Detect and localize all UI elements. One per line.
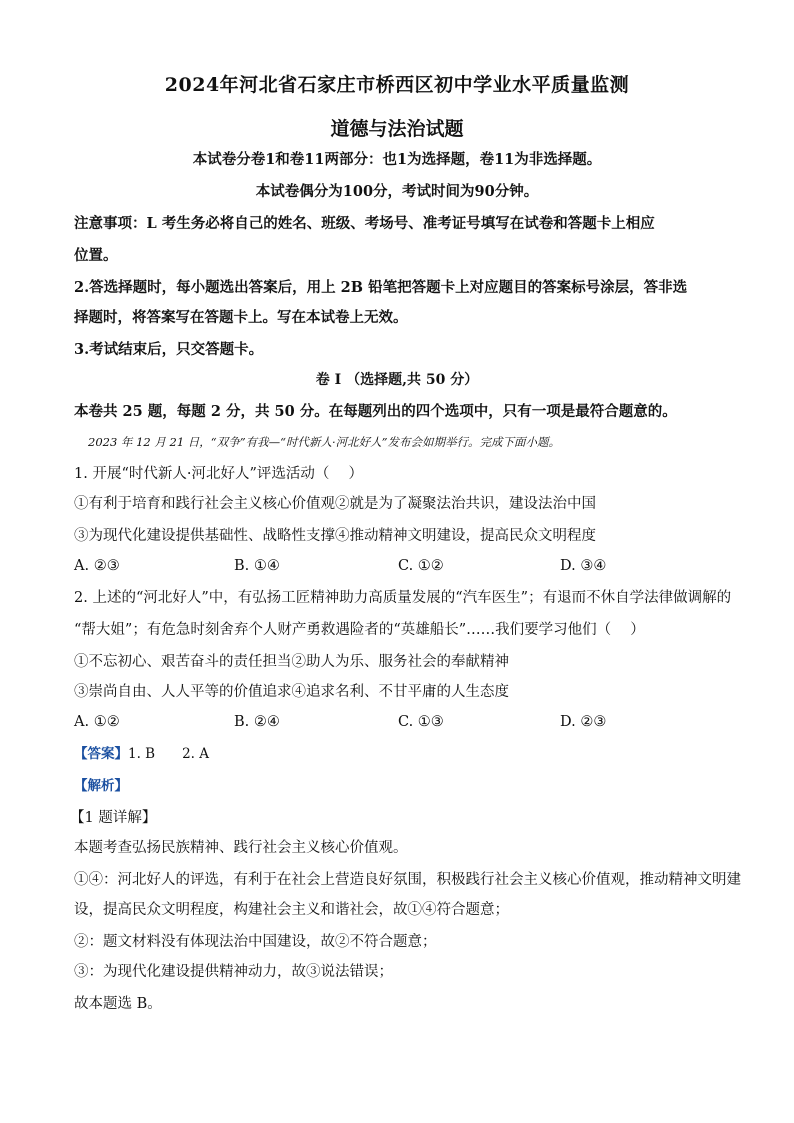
intro-line-1: 本试卷分卷1和卷11两部分：也1为选择题，卷11为非选择题。 xyxy=(192,151,602,168)
q2-stem-line-2: “帮大姐”；有危急时刻舍弃个人财产勇救遇险者的“英雄船长”……我们要学习他们（ ） xyxy=(74,622,645,638)
analysis-line-4: ②：题文材料没有体现法治中国建设，故②不符合题意； xyxy=(74,934,437,950)
exam-title: 2024年河北省石家庄市桥西区初中学业水平质量监测 xyxy=(164,74,630,96)
answer-value: 1. B 2. A xyxy=(128,746,210,762)
q2-option-c: C. ①③ xyxy=(398,714,444,730)
analysis-line-5: ③：为现代化建设提供精神动力，故③说法错误； xyxy=(74,964,393,980)
q1-statement-2: ③为现代化建设提供基础性、战略性支撑④推动精神文明建设，提高民众文明程度 xyxy=(74,528,596,544)
q1-option-d: D. ③④ xyxy=(560,558,607,574)
q1-stem: 1. 开展“时代新人·河北好人”评选活动（ ） xyxy=(74,466,363,482)
q2-stem-line-1: 2. 上述的“河北好人”中，有弘扬工匠精神助力高质量发展的“汽车医生”；有退而不休自学法律做调解的 xyxy=(74,590,732,606)
note-1b: 位置。 xyxy=(74,247,118,264)
intro-line-2: 本试卷偶分为100分，考试时间为90分钟。 xyxy=(255,183,539,200)
analysis-line-3: 设，提高民众文明程度，构建社会主义和谐社会，故①④符合题意； xyxy=(74,902,509,918)
analysis-tag: 【解析】 xyxy=(74,778,128,794)
note-1a: 注意事项：L 考生务必将自己的姓名、班级、考场号、准考证号填写在试卷和答题卡上相应 xyxy=(74,215,655,232)
q2-option-b: B. ②④ xyxy=(234,714,280,730)
q1-option-b: B. ①④ xyxy=(234,558,280,574)
section-instructions: 本卷共 25 题，每题 2 分，共 50 分。在每题列出的四个选项中，只有一项是最符合题意的。 xyxy=(74,403,677,420)
q2-statement-1: ①不忘初心、艰苦奋斗的责任担当②助人为乐、服务社会的奉献精神 xyxy=(74,654,509,670)
q2-statement-2: ③崇尚自由、人人平等的价值追求④追求名利、不甘平庸的人生态度 xyxy=(74,684,509,700)
analysis-line-1: 本题考查弘扬民族精神、践行社会主义核心价值观。 xyxy=(74,840,408,856)
question-preamble: 2023 年 12 月 21 日，“双争”有我—“时代新人·河北好人”发布会如期举行。完成下面小题。 xyxy=(88,435,560,449)
note-2b: 择题时，将答案写在答题卡上。写在本试卷上无效。 xyxy=(74,309,408,326)
q1-option-a: A. ②③ xyxy=(74,558,120,574)
note-2a: 2.答选择题时，每小题选出答案后，用上 2B 铅笔把答题卡上对应题目的答案标号涂层，答非选 xyxy=(74,279,688,296)
q1-option-c: C. ①② xyxy=(398,558,444,574)
section-title: 卷 I （选择题,共 50 分） xyxy=(315,372,479,388)
q2-option-a: A. ①② xyxy=(74,714,120,730)
exam-subtitle: 道德与法治试题 xyxy=(330,118,464,140)
q1-statement-1: ①有利于培育和践行社会主义核心价值观②就是为了凝聚法治共识，建设法治中国 xyxy=(74,496,596,512)
q2-option-d: D. ②③ xyxy=(560,714,607,730)
analysis-line-2: ①④：河北好人的评选，有利于在社会上营造良好氛围，积极践行社会主义核心价值观，推动精神文明建 xyxy=(74,872,741,888)
note-3: 3.考试结束后，只交答题卡。 xyxy=(74,341,264,358)
analysis-line-6: 故本题选 B。 xyxy=(74,996,162,1012)
answer-tag: 【答案】 xyxy=(74,746,128,762)
analysis-detail-tag: 【1 题详解】 xyxy=(70,810,157,826)
answer-row xyxy=(74,744,734,764)
